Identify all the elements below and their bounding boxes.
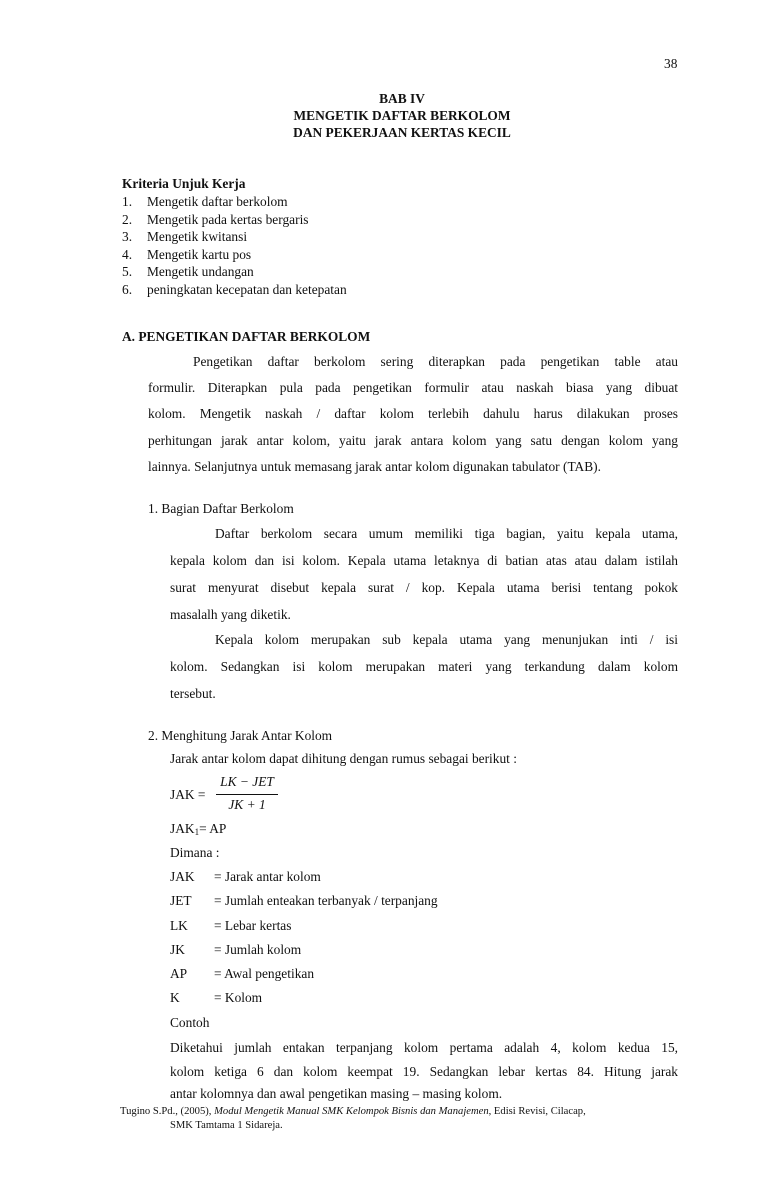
- definition-term: JET: [170, 893, 192, 908]
- sub2-heading: 2. Menghitung Jarak Antar Kolom: [148, 728, 333, 743]
- definition-text: = Jumlah kolom: [214, 942, 302, 957]
- definition-term: JAK: [170, 869, 195, 884]
- kriteria-num: 6.: [122, 282, 133, 297]
- kriteria-item: Mengetik pada kertas bergaris: [147, 212, 309, 227]
- kriteria-num: 1.: [122, 194, 133, 209]
- footer-author: Tugino S.Pd., (2005),: [120, 1106, 212, 1117]
- jak1-formula: [170, 821, 226, 837]
- definition-term: LK: [170, 918, 188, 933]
- definition-text: = Kolom: [214, 990, 263, 1005]
- paragraph-line: surat menyurat disebut kepala surat / kop. Kepala utama berisi tentang pokok: [170, 580, 678, 595]
- formula-denominator: JK + 1: [228, 797, 266, 812]
- kriteria-item: Mengetik kartu pos: [147, 247, 252, 262]
- kriteria-num: 5.: [122, 264, 133, 279]
- jak1-main: JAK: [170, 821, 195, 836]
- footer-citation: [120, 1106, 586, 1117]
- formula-numerator: LK − JET: [220, 774, 274, 789]
- kriteria-num: 2.: [122, 212, 133, 227]
- paragraph-line: masalalh yang diketik.: [170, 607, 291, 622]
- fraction-bar: [216, 794, 278, 795]
- paragraph-line: Daftar berkolom secara umum memiliki tiga bagian, yaitu kepala utama,: [215, 526, 678, 541]
- definition-text: = Lebar kertas: [214, 918, 292, 933]
- dimana-label: Dimana :: [170, 845, 220, 860]
- chapter-title-line2: DAN PEKERJAAN KERTAS KECIL: [293, 125, 511, 140]
- definition-text: = Jumlah enteakan terbanyak / terpanjang: [214, 893, 438, 908]
- contoh-label: Contoh: [170, 1015, 210, 1030]
- definition-text: = Jarak antar kolom: [214, 869, 321, 884]
- paragraph-line: kolom. Sedangkan isi kolom merupakan materi yang terkandung dalam kolom: [170, 659, 678, 674]
- paragraph-line: Diketahui jumlah entakan terpanjang kolom pertama adalah 4, kolom kedua 15,: [170, 1040, 678, 1055]
- paragraph-line: Pengetikan daftar berkolom sering diterapkan pada pengetikan table atau: [193, 354, 678, 369]
- definition-term: JK: [170, 942, 185, 957]
- page-number: 38: [664, 56, 678, 71]
- definition-term: AP: [170, 966, 188, 981]
- kriteria-item: peningkatan kecepatan dan ketepatan: [147, 282, 347, 297]
- paragraph-line: tersebut.: [170, 686, 216, 701]
- chapter-label: BAB IV: [379, 91, 425, 106]
- paragraph-line: kolom ketiga 6 dan kolom keempat 19. Sedangkan lebar kertas 84. Hitung jarak: [170, 1064, 678, 1079]
- paragraph-line: antar kolomnya dan awal pengetikan masing – masing kolom.: [170, 1086, 503, 1101]
- kriteria-num: 3.: [122, 229, 133, 244]
- jak1-subscript: 1: [194, 827, 200, 837]
- sub1-heading: 1. Bagian Daftar Berkolom: [148, 501, 294, 516]
- formula-lhs: JAK =: [170, 787, 206, 802]
- paragraph-line: Kepala kolom merupakan sub kepala utama yang menunjukan inti / isi: [215, 632, 678, 647]
- jak1-rest: = AP: [199, 821, 227, 836]
- paragraph-line: lainnya. Selanjutnya untuk memasang jarak antar kolom digunakan tabulator (TAB).: [148, 459, 601, 474]
- sub2-intro: Jarak antar kolom dapat dihitung dengan rumus sebagai berikut :: [170, 751, 517, 766]
- kriteria-heading: Kriteria Unjuk Kerja: [122, 176, 246, 191]
- footer-publisher: , Edisi Revisi, Cilacap,: [488, 1106, 586, 1117]
- kriteria-item: Mengetik undangan: [147, 264, 254, 279]
- footer-book-title: Modul Mengetik Manual SMK Kelompok Bisnis dan Manajemen: [214, 1106, 489, 1117]
- chapter-title-line1: MENGETIK DAFTAR BERKOLOM: [293, 108, 511, 123]
- kriteria-item: Mengetik daftar berkolom: [147, 194, 288, 209]
- paragraph-line: formulir. Diterapkan pula pada pengetikan formulir atau naskah biasa yang dibuat: [148, 380, 678, 395]
- kriteria-num: 4.: [122, 247, 133, 262]
- definition-text: = Awal pengetikan: [214, 966, 315, 981]
- section-a-heading: A. PENGETIKAN DAFTAR BERKOLOM: [122, 329, 371, 344]
- footer-line2: SMK Tamtama 1 Sidareja.: [170, 1120, 283, 1131]
- definition-term: K: [170, 990, 180, 1005]
- paragraph-line: kolom. Mengetik naskah / daftar kolom terlebih dahulu harus dilakukan proses: [148, 406, 678, 421]
- paragraph-line: perhitungan jarak antar kolom, yaitu jarak antara kolom yang satu dengan kolom yang: [148, 433, 678, 448]
- paragraph-line: kepala kolom dan isi kolom. Kepala utama letaknya di batian atas atau dalam istilah: [170, 553, 678, 568]
- kriteria-item: Mengetik kwitansi: [147, 229, 248, 244]
